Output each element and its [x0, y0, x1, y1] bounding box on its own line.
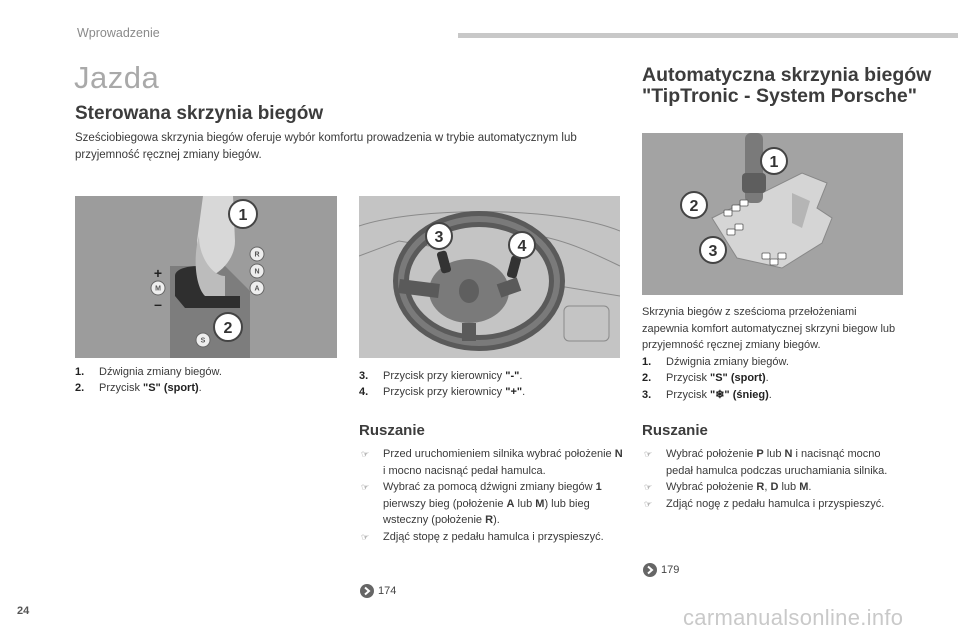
gate-label-a: A [254, 285, 260, 293]
page-reference-174[interactable]: 174 [360, 584, 396, 598]
bullet-icon: ☞ [361, 482, 370, 492]
bullet-icon: ☞ [644, 482, 653, 492]
caption-item: 1. Dźwignia zmiany biegów. [642, 355, 789, 368]
watermark: carmanualsonline.info [683, 605, 904, 630]
gate-label-n: N [254, 268, 260, 276]
callout-1: 1 [769, 154, 779, 171]
callout-1: 1 [238, 207, 248, 224]
steering-wheel-figure [359, 196, 620, 358]
steering-wheel-illustration [359, 196, 620, 358]
bullet-icon: ☞ [361, 531, 370, 542]
section-header: Wprowadzenie [77, 26, 160, 40]
gate-label-plus: + [153, 265, 163, 281]
automatic-description [642, 304, 902, 403]
header-bar [458, 33, 958, 38]
bullet-icon: ☞ [644, 449, 653, 459]
subheading-starting-automatic: Ruszanie [642, 422, 708, 439]
figure1-captions [75, 364, 335, 396]
caption-item: 3. Przycisk "❄" (śnieg). [642, 388, 772, 401]
page-reference-179[interactable]: 179 [643, 563, 679, 577]
page-title: Jazda [74, 60, 160, 95]
gate-label-minus: – [154, 296, 162, 312]
intro-paragraph: Sześciobiegowa skrzynia biegów oferuje wybór komfortu prowadzenia w trybie automatycznym lub przyjemność ręcznej zmiany biegów. [75, 132, 577, 161]
callout-4: 4 [517, 238, 527, 255]
callout-3: 3 [708, 243, 718, 260]
tiptronic-illustration [642, 133, 903, 295]
list-item: ☞ Wybrać położenie P lub N i nacisnąć mocno pedał hamulca podczas uruchamiania silnika. [644, 448, 888, 477]
gate-label-m: M [155, 285, 161, 293]
starting-steps-manual [359, 446, 624, 545]
list-item: ☞ Przed uruchomieniem silnika wybrać położenie N i mocno nacisnąć pedał hamulca. [361, 448, 623, 477]
callout-2: 2 [689, 198, 699, 215]
caption-item: 3. Przycisk przy kierownicy "-". [359, 370, 523, 382]
subheading-starting-manual: Ruszanie [359, 422, 425, 439]
section-heading-manual: Sterowana skrzynia biegów [75, 103, 324, 124]
callout-3: 3 [434, 229, 444, 246]
bullet-icon: ☞ [644, 498, 653, 509]
description-text: Skrzynia biegów z sześcioma przełożeniami zapewnia komfort automatycznej skrzyni biegow lub przyjemność ręcznej zmiany biegów. [642, 306, 896, 351]
gear-lever-figure [75, 196, 337, 358]
caption-item: 1. Dźwignia zmiany biegów. [75, 366, 222, 378]
gear-lever-illustration [75, 196, 337, 358]
tiptronic-figure [642, 133, 903, 295]
figure2-captions [359, 368, 619, 400]
caption-item: 4. Przycisk przy kierownicy "+". [359, 386, 526, 398]
reference-arrow-icon [360, 584, 374, 598]
caption-item: 2. Przycisk "S" (sport). [642, 372, 769, 384]
list-item: ☞ Wybrać położenie R, D lub M. [642, 479, 907, 496]
section-heading-automatic: Automatyczna skrzynia biegów "TipTronic - System Porsche" [642, 64, 932, 107]
starting-steps-automatic [642, 446, 907, 512]
bullet-icon: ☞ [361, 449, 370, 459]
reference-arrow-icon [643, 563, 657, 577]
page-number: 24 [17, 605, 30, 617]
list-item: ☞ Zdjąć stopę z pedału hamulca i przyspieszyć. [359, 529, 624, 546]
list-item: ☞ Wybrać za pomocą dźwigni zmiany biegów 1 pierwszy bieg (położenie A lub M) lub bieg wsteczny (położenie R). [361, 481, 602, 526]
list-item: ☞ Zdjąć nogę z pedału hamulca i przyspieszyć. [642, 496, 907, 513]
gate-label-s: S [200, 337, 206, 345]
gate-label-r: R [254, 251, 260, 259]
callout-2: 2 [223, 320, 233, 337]
caption-item: 2. Przycisk "S" (sport). [75, 382, 202, 394]
